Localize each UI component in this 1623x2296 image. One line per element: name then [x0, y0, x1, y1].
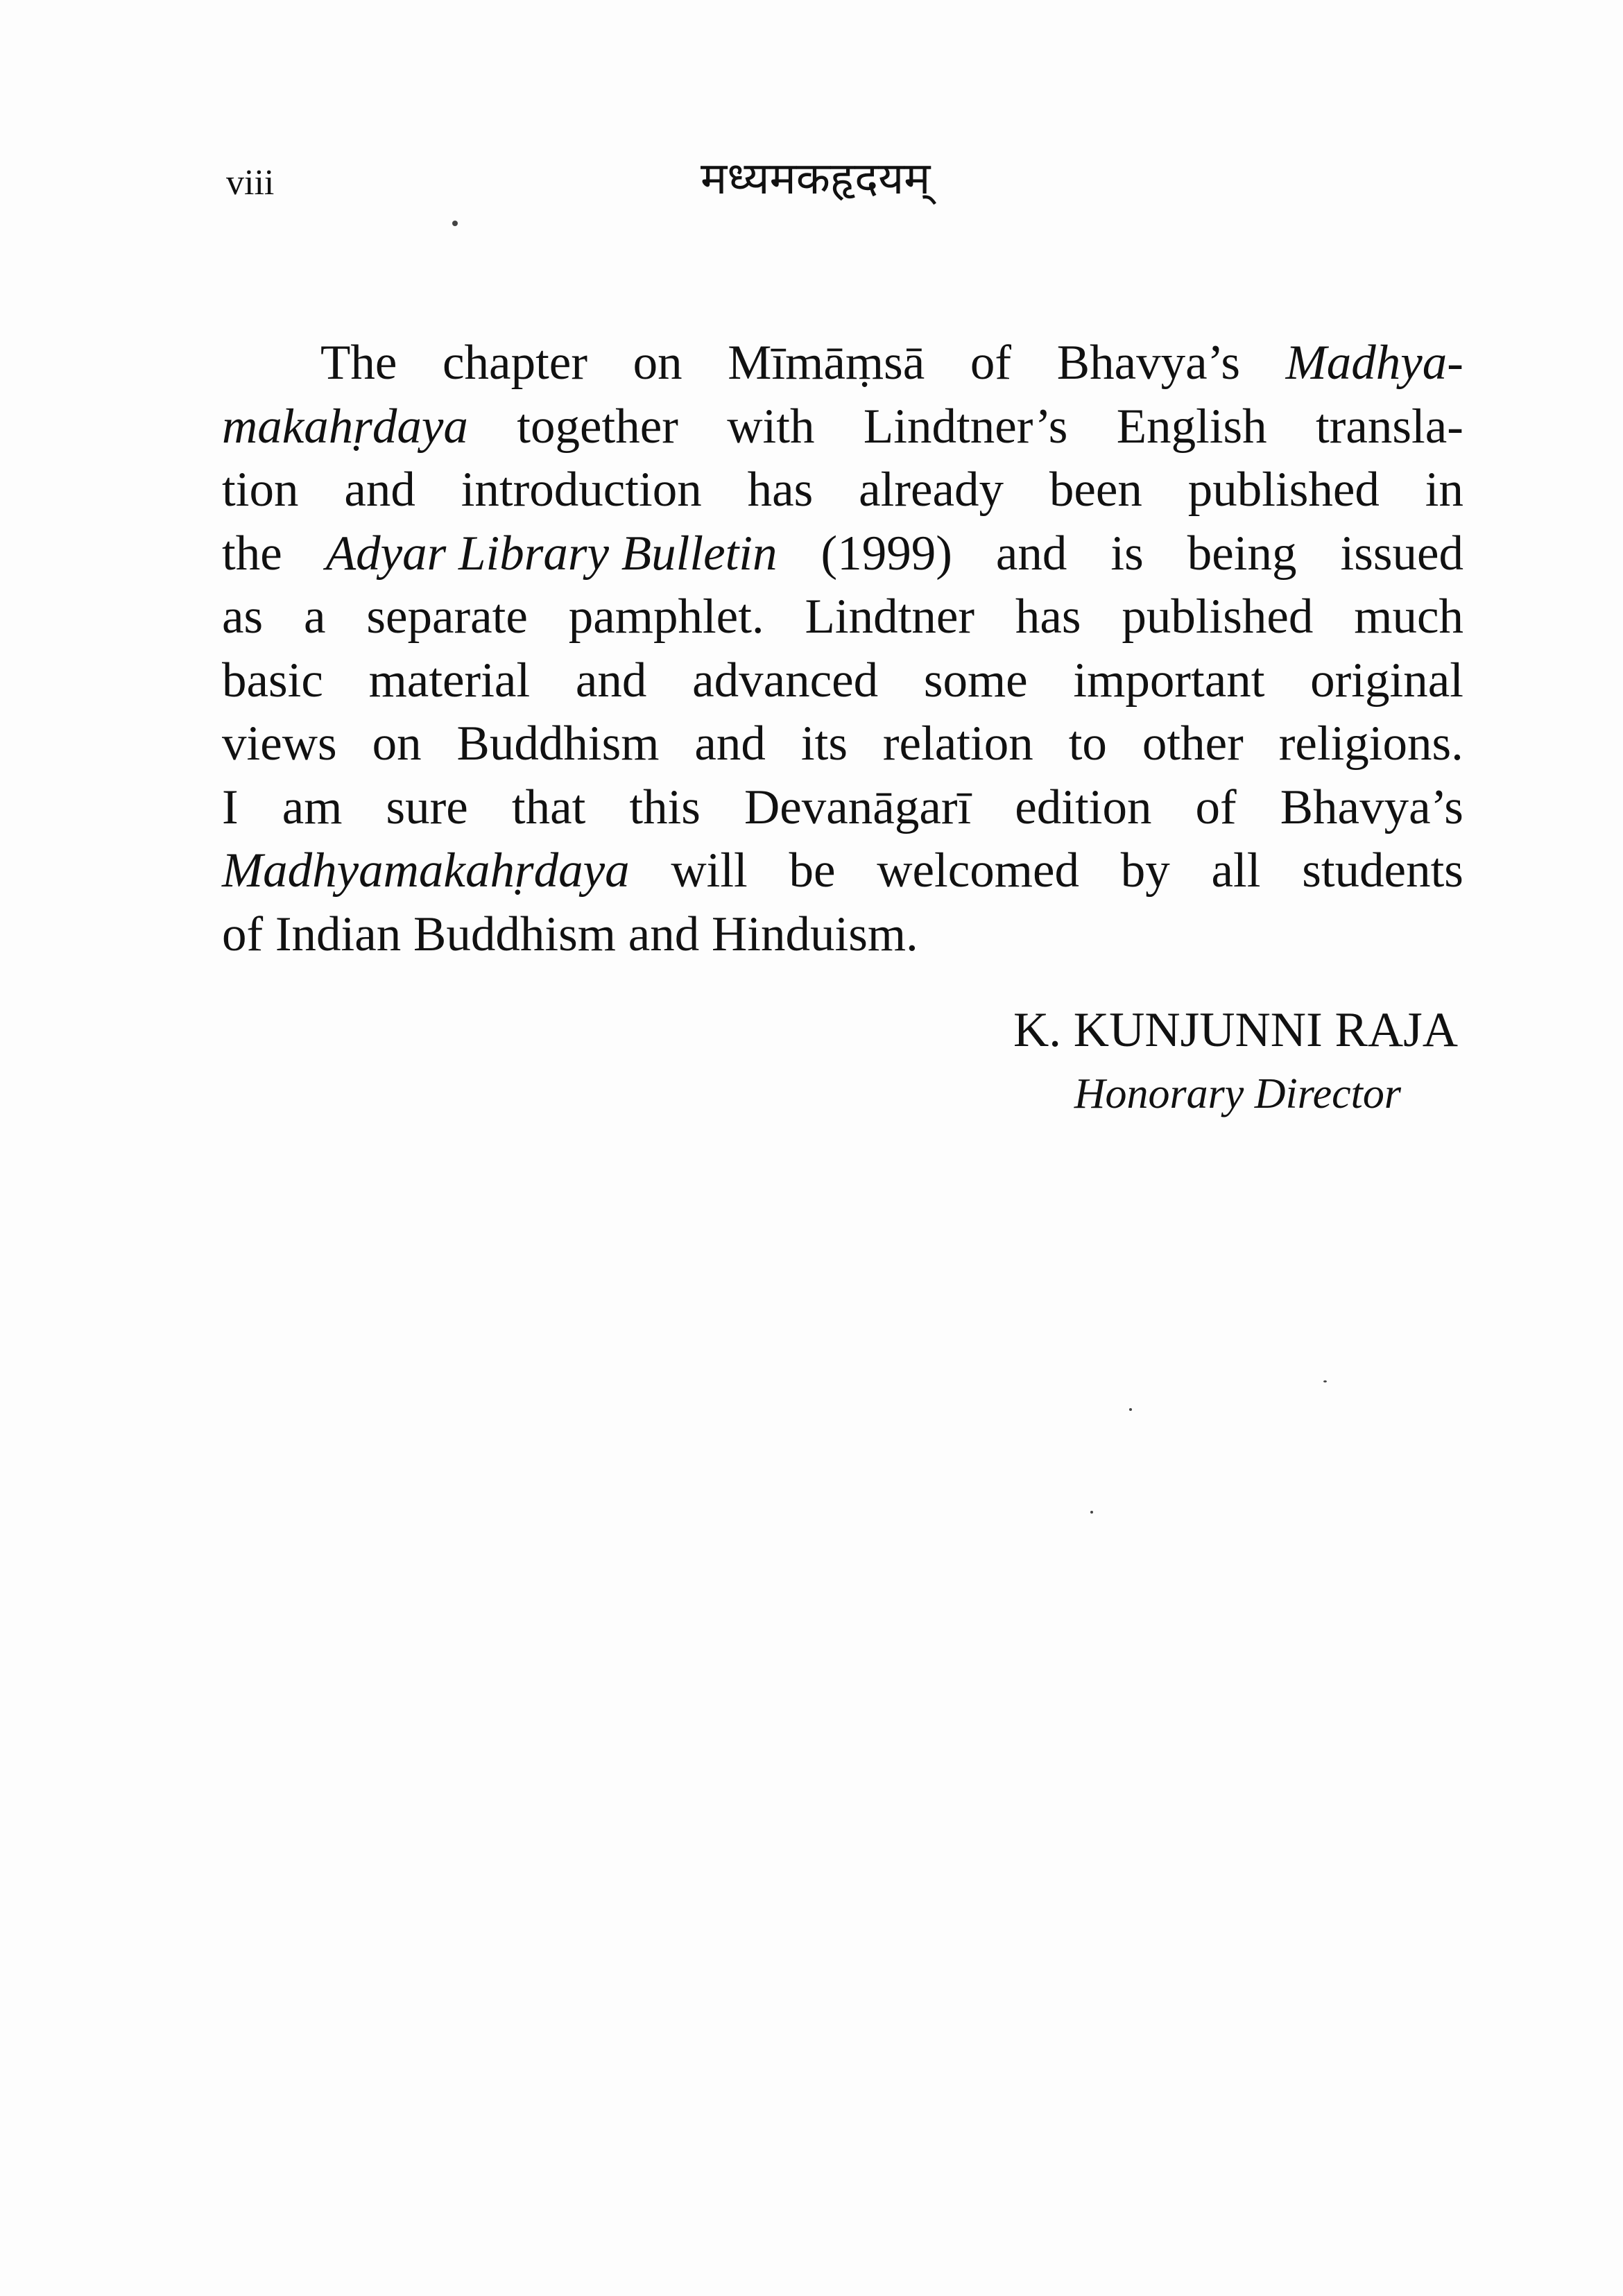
word: and [694, 717, 766, 771]
word: in [1425, 463, 1463, 517]
word: and [995, 526, 1067, 581]
word: with [727, 399, 815, 454]
word: being [1187, 526, 1297, 581]
word: is [1110, 526, 1144, 581]
word: religions. [1278, 717, 1463, 771]
word: relation [882, 717, 1033, 771]
word: Buddhism [456, 717, 660, 771]
word: this [629, 780, 701, 834]
text-line [222, 522, 1463, 586]
text-line [222, 649, 1463, 713]
word: of [1195, 780, 1237, 834]
word: to [1068, 717, 1107, 771]
signature-title: Honorary Director [1074, 1070, 1401, 1117]
text-line [222, 585, 1463, 649]
word: original [1310, 653, 1463, 708]
italic-word: Adyar Library Bulletin [325, 526, 778, 581]
word: Mīmāṃsā [728, 336, 925, 390]
word: all [1211, 843, 1261, 898]
word: issued [1340, 526, 1463, 581]
word: published [1187, 463, 1380, 517]
word: introduction [461, 463, 702, 517]
word: tion [222, 463, 299, 517]
word: separate [366, 590, 528, 644]
word: edition [1015, 780, 1152, 834]
word: that [511, 780, 586, 834]
word: Devanāgarī [744, 780, 972, 834]
word: has [1015, 590, 1081, 644]
word: on [633, 336, 682, 390]
text-line [222, 776, 1463, 840]
word: (1999) [821, 526, 952, 581]
italic-word: Madhyamakahṛdaya [222, 843, 630, 898]
word: advanced [692, 653, 879, 708]
text-line [222, 712, 1463, 776]
word: important [1073, 653, 1265, 708]
text-line [222, 395, 1463, 459]
word: sure [386, 780, 468, 834]
word: much [1354, 590, 1463, 644]
text-line [222, 459, 1463, 522]
body-paragraph [222, 332, 1463, 966]
word: will [671, 843, 748, 898]
word: together [517, 399, 678, 454]
word: Lindtner [805, 590, 974, 644]
scan-speck [1323, 1380, 1327, 1382]
scan-speck [452, 221, 458, 226]
word: has [747, 463, 814, 517]
scan-speck [1129, 1408, 1132, 1411]
text-line [222, 903, 1463, 967]
word: The [320, 336, 397, 390]
word: material [368, 653, 531, 708]
word: chapter [443, 336, 587, 390]
word: Bhavya’s [1280, 780, 1463, 834]
word: of Indian Buddhism and Hinduism. [222, 907, 918, 961]
text-line [222, 332, 1463, 395]
italic-word: makahṛdaya [222, 399, 468, 454]
word: Bhavya’s [1056, 336, 1240, 390]
word: on [372, 717, 422, 771]
word: Lindtner’s [863, 399, 1068, 454]
word: and [575, 653, 647, 708]
word: a [303, 590, 326, 644]
scan-speck [1090, 1511, 1093, 1514]
italic-word: Madhya- [1285, 336, 1463, 390]
word: English [1116, 399, 1267, 454]
signature-name: K. KUNJUNNI RAJA [1013, 1003, 1458, 1057]
word: other [1142, 717, 1244, 771]
page-number: viii [226, 163, 275, 203]
word: I [222, 780, 239, 834]
word: be [789, 843, 836, 898]
word: am [282, 780, 343, 834]
word: published [1122, 590, 1314, 644]
word: pamphlet. [568, 590, 764, 644]
word: and [344, 463, 415, 517]
word: already [859, 463, 1004, 517]
text-line [222, 839, 1463, 903]
word: the [222, 526, 282, 581]
word: as [222, 590, 264, 644]
word: of [970, 336, 1012, 390]
word: its [800, 717, 848, 771]
running-title: मध्यमकहृदयम् [701, 153, 931, 205]
word: basic [222, 653, 323, 708]
word: welcomed [877, 843, 1080, 898]
word: students [1302, 843, 1463, 898]
word: by [1120, 843, 1170, 898]
word: been [1049, 463, 1142, 517]
word: some [923, 653, 1028, 708]
word: transla- [1316, 399, 1463, 454]
word: views [222, 717, 337, 771]
